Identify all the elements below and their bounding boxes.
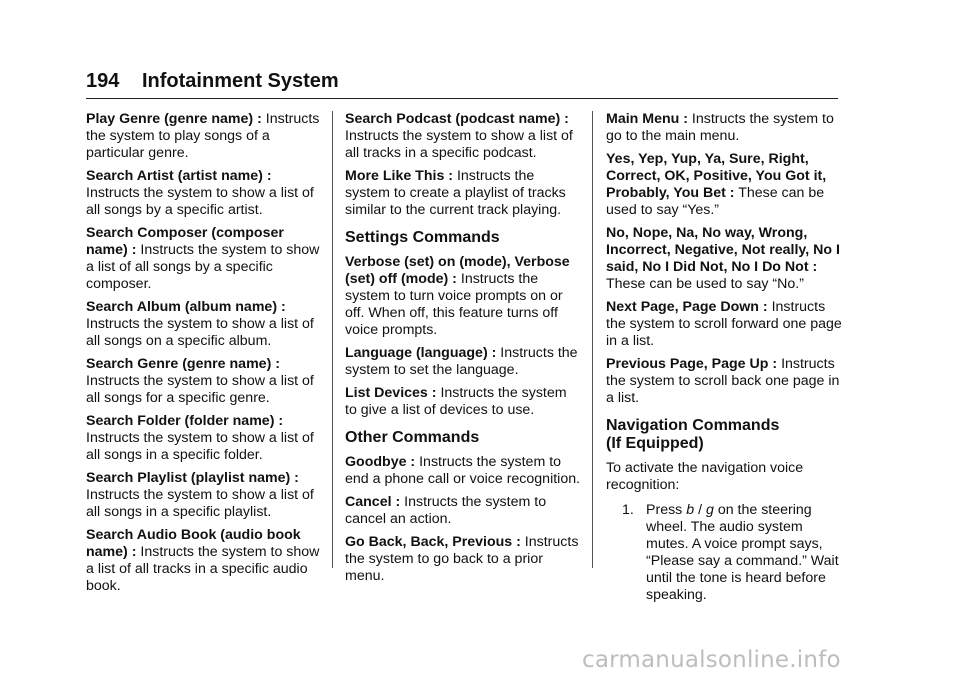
command-term: Search Composer (composer name) : — [86, 225, 284, 258]
command-entry — [86, 168, 322, 219]
command-desc: Instructs the system to show a list of all tracks in a specific podcast. — [345, 128, 573, 161]
navigation-commands-heading — [606, 417, 842, 453]
command-entry — [345, 168, 581, 219]
command-desc: Instructs the system to show a list of all songs in a specific folder. — [86, 430, 314, 463]
command-desc: Instructs the system to give a list of devices to use. — [345, 385, 567, 418]
navigation-intro: To activate the navigation voice recognition: — [606, 460, 804, 493]
instruction-step — [606, 502, 842, 604]
command-entry — [606, 111, 842, 145]
command-term: Yes, Yep, Yup, Ya, Sure, Right, Correct, OK, Positive, You Got it, Probably, You Bet : — [606, 151, 827, 201]
command-term: Search Folder (folder name) : — [86, 413, 284, 429]
command-term: Search Genre (genre name) : — [86, 356, 280, 372]
command-desc: Instructs the system to show a list of all songs for a specific genre. — [86, 373, 314, 406]
command-desc: These can be used to say “No.” — [606, 276, 804, 292]
column-divider-1 — [332, 111, 333, 568]
command-entry — [606, 225, 842, 293]
command-entry — [606, 299, 842, 350]
command-term: Go Back, Back, Previous : — [345, 534, 521, 550]
command-desc: Instructs the system to turn voice prompts on or off. When off, this feature turns off voice prompts. — [345, 271, 563, 338]
step-separator: / — [698, 502, 703, 518]
command-entry — [86, 527, 322, 595]
column-2 — [345, 111, 581, 591]
command-desc: Instructs the system to show a list of all songs by a specific artist. — [86, 185, 314, 218]
command-desc: Instructs the system to scroll back one page in a list. — [606, 356, 840, 406]
command-entry — [86, 413, 322, 464]
command-desc: Instructs the system to show a list of all songs on a specific album. — [86, 316, 314, 349]
command-term: More Like This : — [345, 168, 453, 184]
command-term: Play Genre (genre name) : — [86, 111, 262, 127]
command-term: List Devices : — [345, 385, 437, 401]
command-desc: Instructs the system to end a phone call or voice recognition. — [345, 454, 581, 487]
command-desc: Instructs the system to show a list of all songs in a specific playlist. — [86, 487, 314, 520]
command-term: Search Audio Book (audio book name) : — [86, 527, 301, 560]
command-desc: Instructs the system to show a list of all tracks in a specific audio book. — [86, 544, 320, 594]
command-entry — [86, 225, 322, 293]
section-title: Infotainment System — [142, 70, 339, 92]
command-term: Language (language) : — [345, 345, 497, 361]
command-term: Search Album (album name) : — [86, 299, 286, 315]
column-divider-2 — [592, 111, 593, 568]
command-entry — [606, 151, 842, 219]
command-entry — [86, 356, 322, 407]
command-entry — [86, 111, 322, 162]
command-desc: Instructs the system to show a list of all songs by a specific composer. — [86, 242, 320, 292]
other-commands-heading: Other Commands — [345, 429, 480, 446]
column-3 — [606, 111, 842, 604]
command-entry — [606, 356, 842, 407]
step-text: on the steering wheel. The audio system mutes. A voice prompt says, “Please say a command.” Wait until the tone is heard before speaking. — [646, 502, 839, 603]
command-desc: Instructs the system to set the language. — [345, 345, 578, 378]
command-term: No, Nope, Na, No way, Wrong, Incorrect, Negative, Not really, No I said, No I Did Not, No I Do Not : — [606, 225, 840, 275]
step-number: 1. — [622, 502, 634, 518]
command-desc: Instructs the system to cancel an action. — [345, 494, 547, 527]
command-desc: Instructs the system to play songs of a particular genre. — [86, 111, 320, 161]
command-entry — [345, 111, 581, 162]
command-entry — [345, 254, 581, 339]
command-term: Search Playlist (playlist name) : — [86, 470, 299, 486]
command-entry — [345, 345, 581, 379]
command-term: Verbose (set) on (mode), Verbose (set) off (mode) : — [345, 254, 570, 287]
voice-button-icon: b — [686, 502, 695, 518]
command-term: Cancel : — [345, 494, 401, 510]
watermark: carmanualsonline.info — [582, 647, 841, 673]
page-number: 194 — [86, 70, 120, 92]
command-term: Main Menu : — [606, 111, 688, 127]
command-desc: Instructs the system to scroll forward one page in a list. — [606, 299, 842, 349]
command-term: Search Artist (artist name) : — [86, 168, 272, 184]
command-desc: These can be used to say “Yes.” — [606, 185, 825, 218]
column-1 — [86, 111, 322, 601]
command-term: Previous Page, Page Up : — [606, 356, 778, 372]
command-entry — [86, 470, 322, 521]
command-term: Search Podcast (podcast name) : — [345, 111, 569, 127]
command-entry — [345, 534, 581, 585]
command-entry — [345, 385, 581, 419]
page-header — [86, 70, 838, 100]
command-term: Next Page, Page Down : — [606, 299, 768, 315]
step-press-text: Press — [646, 502, 683, 518]
command-term: Goodbye : — [345, 454, 416, 470]
command-desc: Instructs the system to create a playlist of tracks similar to the current track playing. — [345, 168, 566, 218]
command-desc: Instructs the system to go back to a prior menu. — [345, 534, 579, 584]
command-desc: Instructs the system to go to the main menu. — [606, 111, 834, 144]
phone-button-icon: g — [705, 502, 714, 518]
header-rule — [86, 98, 838, 99]
command-entry — [86, 299, 322, 350]
settings-commands-heading: Settings Commands — [345, 229, 500, 246]
command-entry — [345, 454, 581, 488]
navigation-heading-line-1: Navigation Commands — [606, 417, 780, 434]
command-entry — [345, 494, 581, 528]
navigation-heading-line-2: (If Equipped) — [606, 435, 704, 452]
